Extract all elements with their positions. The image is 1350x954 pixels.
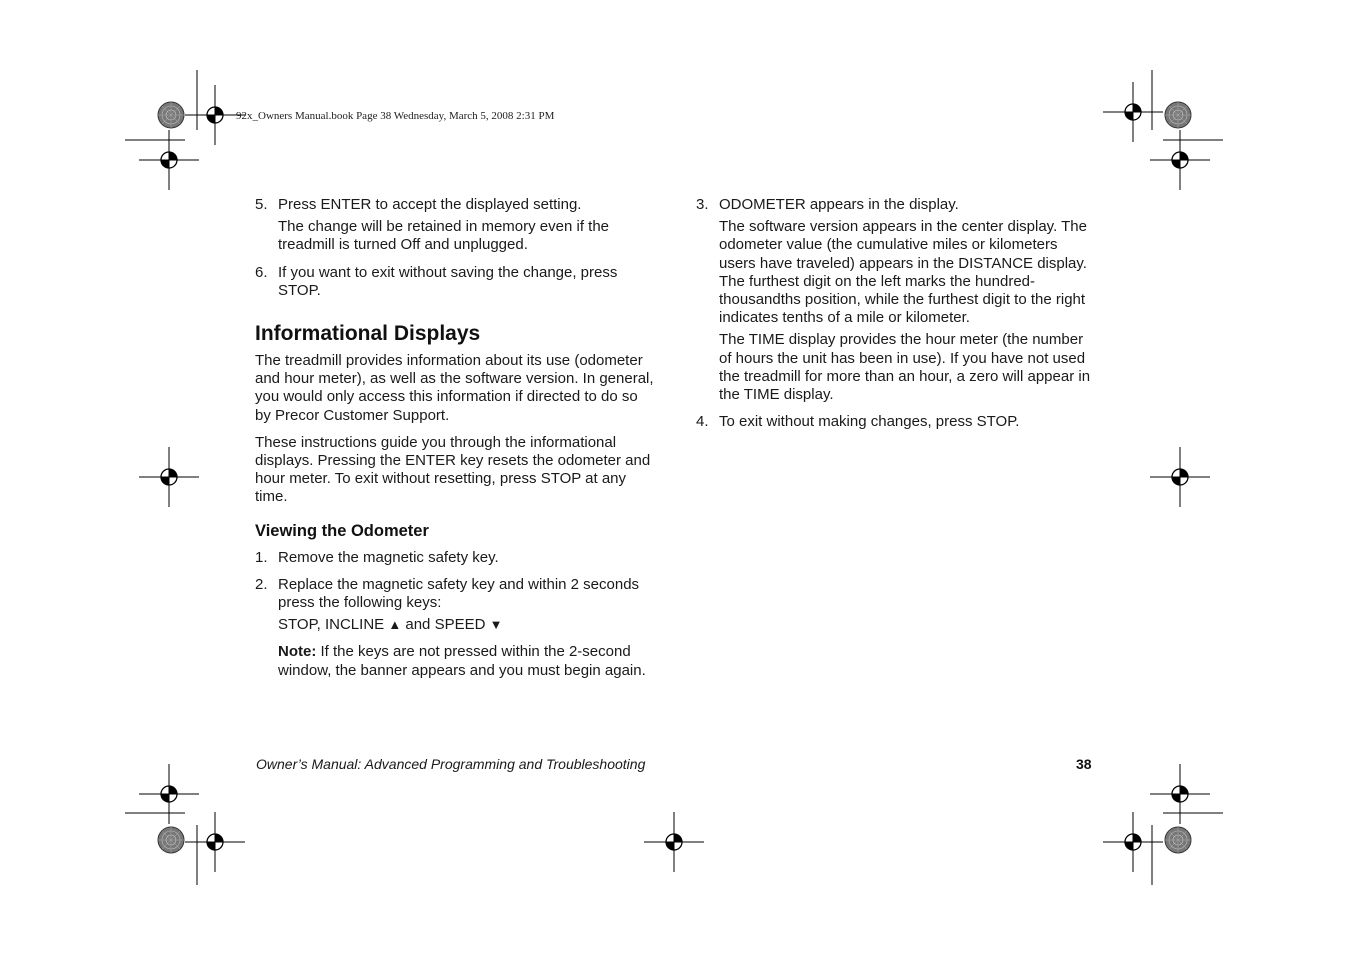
down-arrow-icon: ▼ [489,617,503,633]
page-number: 38 [1076,756,1092,772]
reg-mark-mid-right [1150,447,1210,507]
up-arrow-icon: ▲ [388,617,402,633]
time-paragraph: The TIME display provides the hour meter (the number of hours the unit has been in use). If you have not used the treadmill for more than an hour, a zero will appear in the TIME display. [719,331,1091,404]
step-number: 5. [255,196,268,213]
step-4 [696,413,1096,431]
step-number: 2. [255,575,268,593]
step-number: 4. [696,413,709,431]
step-1 [255,549,655,567]
odometer-paragraph: The software version appears in the center display. The odometer value (the cumulative miles or kilometers users have traveled) appears in the DISTANCE display. The furthest digit on the left marks the hundred-thousandths position, while the furthest digit to the right indicates tenths of a mile or kilometer. [719,218,1087,327]
reg-mark-bottom-center [644,812,704,872]
note-label: Note: [278,643,317,661]
step-note [278,643,655,679]
reg-mark-top-left-lower [139,130,199,190]
reg-mark-bottom-right [1103,812,1163,872]
step-text: Remove the magnetic safety key. [278,548,499,566]
color-disc-bottom-left [158,827,184,853]
color-disc-bottom-right [1165,827,1191,853]
step-3 [696,196,1096,404]
section-heading: Informational Displays [255,322,481,346]
step-number: 1. [255,548,268,566]
color-disc-top-left [158,102,184,128]
step-6 [255,264,655,300]
note-text: If the keys are not pressed within the 2-second window, the banner appears and you must begin again. [278,643,646,679]
key-sequence: STOP, INCLINE ▲ and SPEED ▼ [278,616,503,634]
footer-title: Owner’s Manual: Advanced Programming and Troubleshooting [256,756,646,772]
right-column [696,196,1096,431]
reg-mark-bottom-left-upper [139,764,199,824]
step-number: 3. [696,196,709,213]
reg-mark-top-right-lower [1150,130,1210,190]
step-5 [255,196,655,255]
step-text: Replace the magnetic safety key and within 2 seconds press the following keys: [278,575,640,612]
step-text: If you want to exit without saving the change, press STOP. [278,263,618,299]
step-text: Press ENTER to accept the displayed setting. [278,196,582,213]
intro-paragraph: The treadmill provides information about its use (odometer and hour meter), as well as the software version. In general, you would only access this information if directed to do so by Precor Customer Support. [255,352,654,424]
reg-mark-top-right [1103,82,1163,142]
step-text: ODOMETER appears in the display. [719,196,959,213]
reg-mark-bottom-left [185,812,245,872]
step-number: 6. [255,263,268,281]
step-2 [255,576,655,680]
left-column [255,196,655,680]
instructions-paragraph: These instructions guide you through the informational displays. Pressing the ENTER key resets the odometer and hour meter. To exit without resetting, press STOP at any time. [255,433,651,506]
color-disc-top-right [1165,102,1191,128]
step-note: The change will be retained in memory even if the treadmill is turned Off and unplugged. [278,218,610,254]
file-slug: 92x_Owners Manual.book Page 38 Wednesday, March 5, 2008 2:31 PM [236,110,555,122]
subsection-heading: Viewing the Odometer [255,521,429,540]
step-text: To exit without making changes, press STOP. [719,413,1020,431]
reg-mark-mid-left [139,447,199,507]
reg-mark-bottom-right-upper [1150,764,1210,824]
